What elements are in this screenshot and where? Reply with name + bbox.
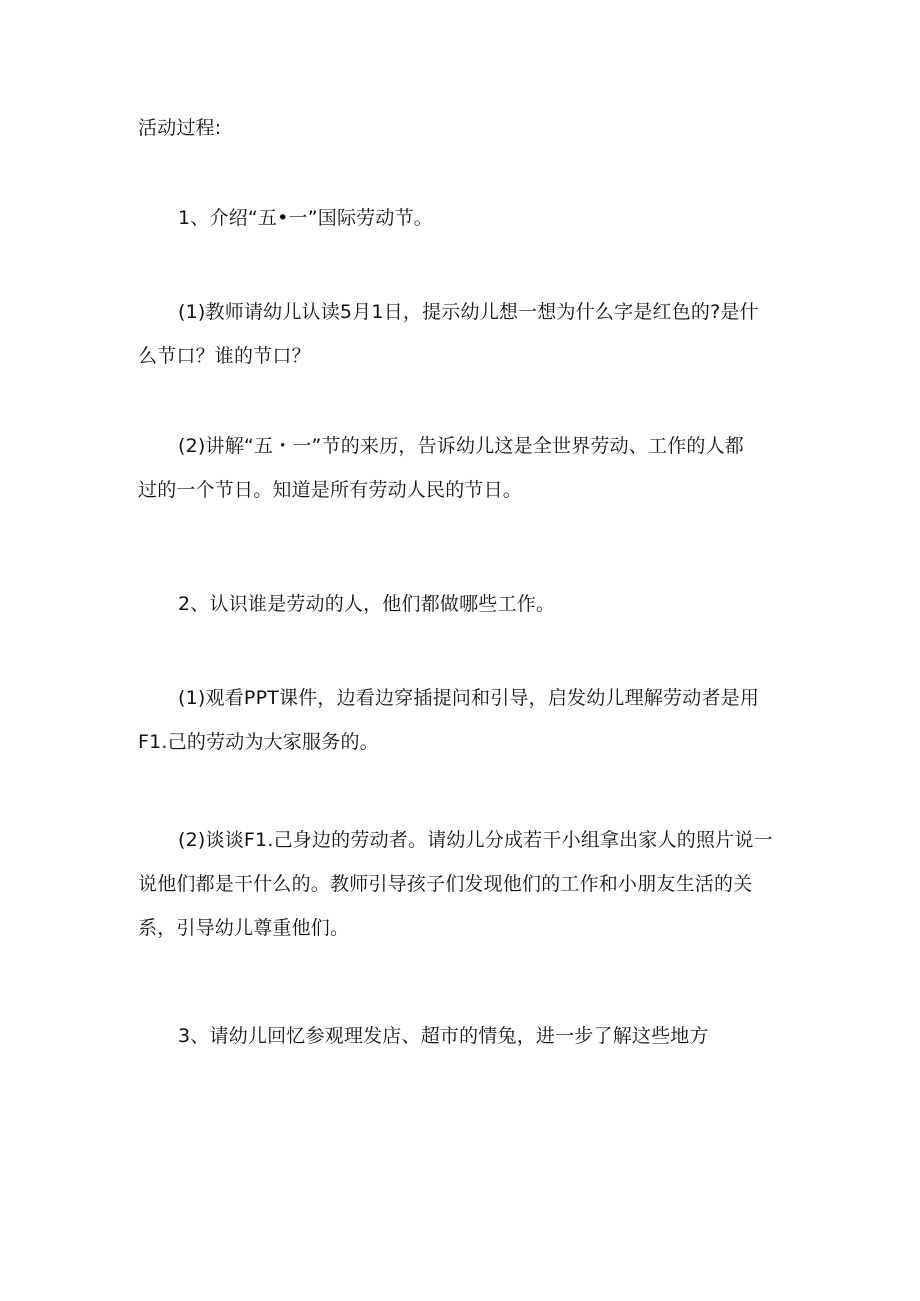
- paragraph-1-line-1: 1、介绍“五•一”国际劳动节。: [178, 207, 433, 229]
- heading-text: 活动过程:: [138, 117, 222, 139]
- paragraph-1: [0, 196, 920, 240]
- paragraph-3-line-2: 过的一个节日。知道是所有劳动人民的节日。: [138, 479, 523, 501]
- paragraph-5-line-1: (1)观看PPT课件，边看边穿插提问和引导，启发幼儿理解劳动者是用: [178, 687, 760, 709]
- paragraph-3-line-1: (2)讲解“五・一”节的来历，告诉幼儿这是全世界劳动、工作的人都: [178, 435, 745, 457]
- paragraph-3: [0, 424, 920, 512]
- paragraph-2-line-2: 么节口？谁的节口？: [138, 345, 311, 367]
- paragraph-4: [0, 582, 920, 626]
- paragraph-4-line-1: 2、认识谁是劳动的人，他们都做哪些工作。: [178, 593, 556, 615]
- paragraph-2: [0, 290, 920, 378]
- paragraph-7-line-1: 3、请幼儿回忆参观理发店、超市的情兔，进一步了解这些地方: [178, 1025, 709, 1047]
- paragraph-6-line-2: 说他们都是干什么的。教师引导孩子们发现他们的工作和小朋友生活的关: [138, 873, 753, 895]
- paragraph-7: [0, 1014, 920, 1058]
- paragraph-5-line-2: F1.己的劳动为大家服务的。: [138, 731, 379, 753]
- paragraph-6: [0, 818, 920, 950]
- paragraph-6-line-1: (2)谈谈F1.己身边的劳动者。请幼儿分成若干小组拿出家人的照片说一: [178, 829, 773, 851]
- section-heading: [0, 106, 920, 150]
- paragraph-2-line-1: (1)教师请幼儿认读5月1日，提示幼儿想一想为什么字是红色的?是什: [178, 301, 759, 323]
- paragraph-5: [0, 676, 920, 764]
- paragraph-6-line-3: 系，引导幼儿尊重他们。: [138, 917, 350, 939]
